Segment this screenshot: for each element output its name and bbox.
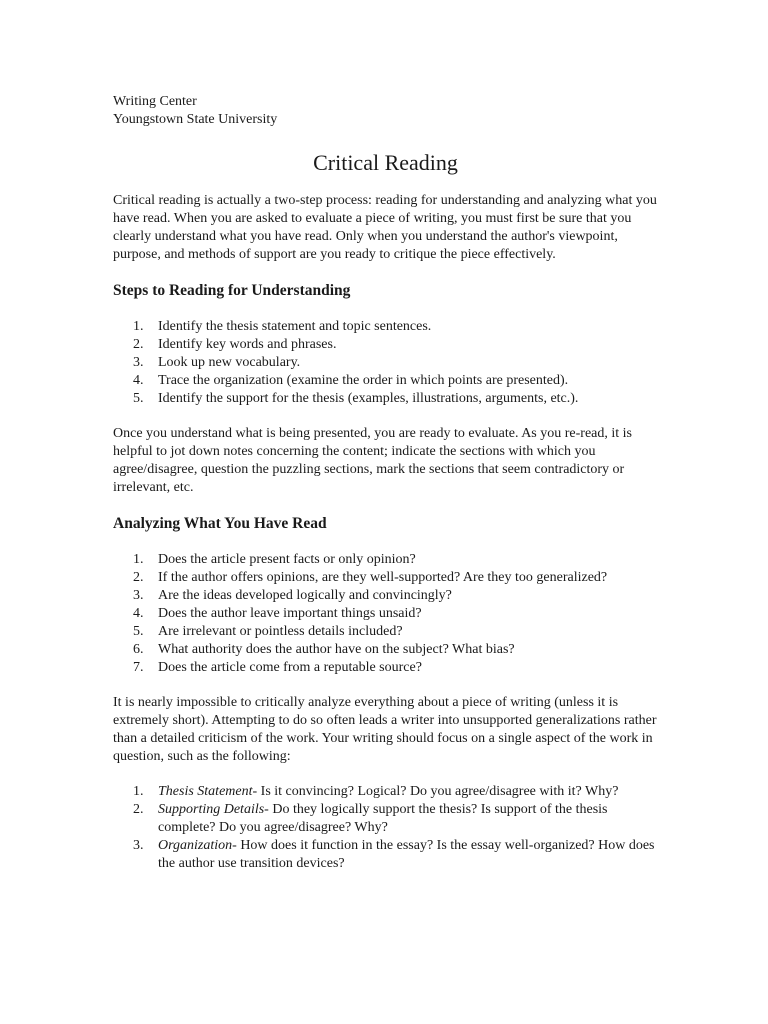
list-item-text: Identify key words and phrases.	[158, 337, 337, 352]
intro-paragraph: Critical reading is actually a two-step process: reading for understanding and analyzing what you have read. When you are asked to evaluate a piece of writing, you must first be sure that you clearly understand what you have read. Only when you understand the author's viewpoint, purpose, and methods of support are you ready to critique the piece effectively.	[113, 193, 657, 262]
list-item-text: Does the article present facts or only opinion?	[158, 552, 416, 567]
list-number: 1.	[133, 784, 144, 799]
list-item-text: Trace the organization (examine the order in which points are presented).	[158, 373, 569, 388]
steps-list	[113, 318, 658, 408]
list-number: 1.	[133, 552, 144, 567]
list-item-text: Identify the support for the thesis (examples, illustrations, arguments, etc.).	[158, 391, 579, 406]
section-heading-analyzing: Analyzing What You Have Read	[113, 515, 327, 532]
list-number: 5.	[133, 624, 144, 639]
list-number: 5.	[133, 391, 144, 406]
list-item-text: Are the ideas developed logically and convincingly?	[158, 588, 452, 603]
list-item	[113, 659, 658, 677]
list-item	[113, 390, 658, 408]
list-item-text: Are irrelevant or pointless details included?	[158, 624, 403, 639]
header-org: Writing Center	[113, 94, 197, 109]
list-item	[113, 372, 658, 390]
list-number: 7.	[133, 660, 144, 675]
list-item-text: What authority does the author have on the subject? What bias?	[158, 642, 515, 657]
list-item-term: Thesis Statement	[158, 784, 253, 799]
list-item-text: Identify the thesis statement and topic sentences.	[158, 319, 432, 334]
list-item-text: - How does it function in the essay? Is the essay well-organized? How does the author use transition devices?	[158, 838, 655, 871]
list-number: 3.	[133, 588, 144, 603]
list-item	[113, 318, 658, 336]
list-number: 3.	[133, 838, 144, 853]
list-item	[113, 551, 658, 569]
list-number: 4.	[133, 606, 144, 621]
page-title: Critical Reading	[313, 150, 458, 175]
list-item-term: Supporting Details	[158, 802, 265, 817]
list-item-text: Does the article come from a reputable source?	[158, 660, 422, 675]
list-item	[113, 641, 658, 659]
list-item-text: - Do they logically support the thesis? Is support of the thesis complete? Do you agree/disagree? Why?	[158, 802, 608, 835]
list-item-text: Does the author leave important things unsaid?	[158, 606, 422, 621]
list-item	[113, 623, 658, 641]
list-number: 2.	[133, 337, 144, 352]
document-header	[113, 93, 658, 129]
list-item-text: - Is it convincing? Logical? Do you agree/disagree with it? Why?	[252, 784, 619, 799]
list-item-term: Organization	[158, 838, 233, 853]
evaluate-paragraph: Once you understand what is being presented, you are ready to evaluate. As you re-read, it is helpful to jot down notes concerning the content; indicate the sections with which you agree/disagree, question the puzzling sections, mark the sections that seem contradictory or irrelevant, etc.	[113, 426, 632, 495]
list-item	[113, 587, 658, 605]
list-item-text: If the author offers opinions, are they well-supported? Are they too generalized?	[158, 570, 608, 585]
list-number: 3.	[133, 355, 144, 370]
list-item	[113, 837, 658, 873]
list-item	[113, 569, 658, 587]
focus-paragraph: It is nearly impossible to critically analyze everything about a piece of writing (unless it is extremely short). Attempting to do so often leads a writer into unsupported generalizations rather than a detailed criticism of the work. Your writing should focus on a single aspect of the work in question, such as the following:	[113, 695, 657, 764]
focus-list	[113, 783, 658, 873]
list-number: 1.	[133, 319, 144, 334]
list-item	[113, 336, 658, 354]
list-number: 2.	[133, 570, 144, 585]
list-item	[113, 605, 658, 623]
list-number: 2.	[133, 802, 144, 817]
header-university: Youngstown State University	[113, 112, 278, 127]
list-number: 6.	[133, 642, 144, 657]
list-number: 4.	[133, 373, 144, 388]
section-heading-steps: Steps to Reading for Understanding	[113, 282, 351, 299]
list-item	[113, 783, 658, 801]
list-item	[113, 354, 658, 372]
analysis-list	[113, 551, 658, 677]
list-item	[113, 801, 658, 837]
list-item-text: Look up new vocabulary.	[158, 355, 301, 370]
